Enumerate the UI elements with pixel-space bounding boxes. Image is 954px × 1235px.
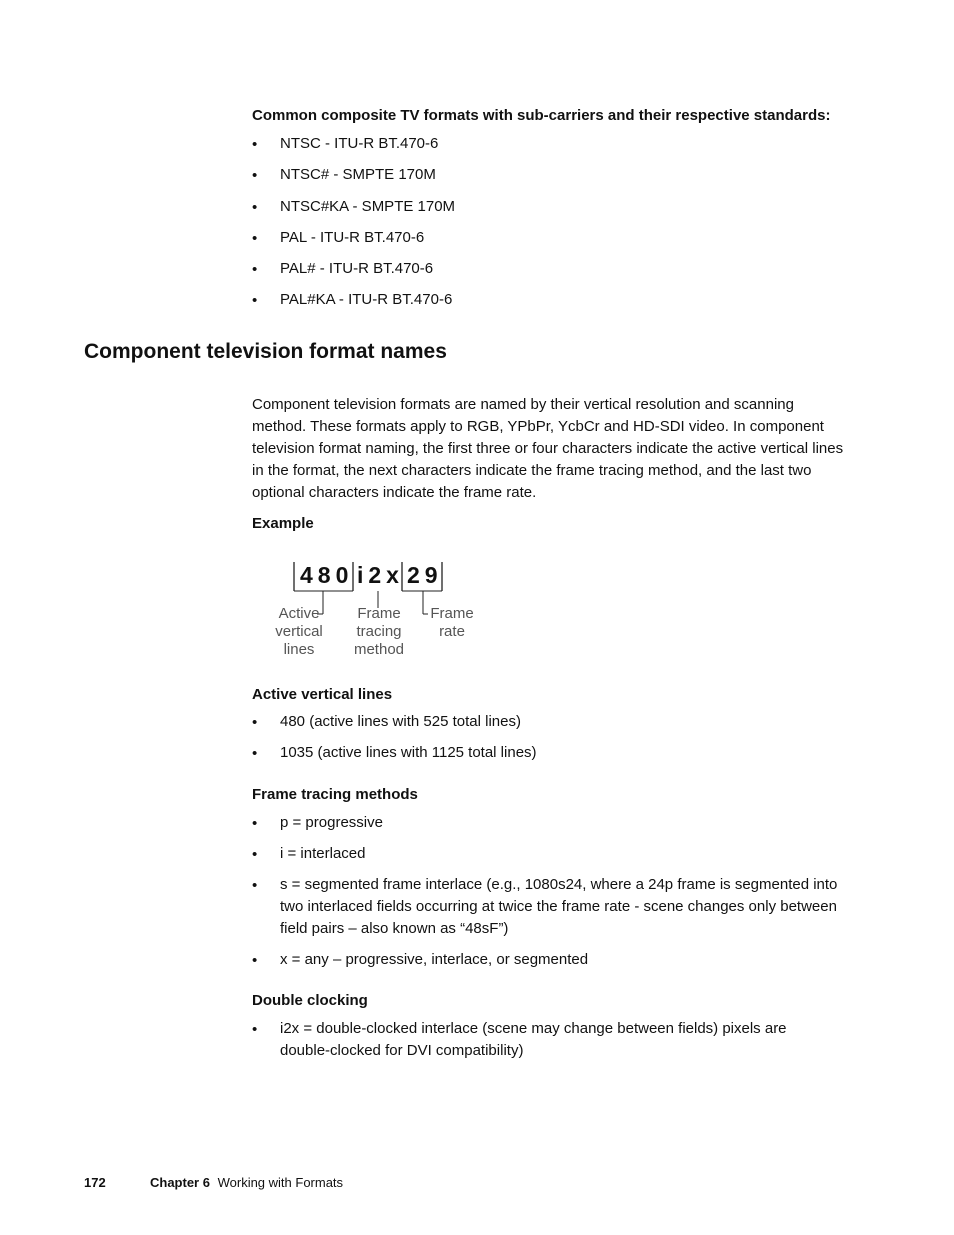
- diagram-group-method: i2x: [357, 562, 404, 588]
- running-footer: [150, 1175, 343, 1190]
- list-item-line: s = segmented frame interlace (e.g., 1080s24, where a 24p frame is segmented into: [280, 876, 838, 893]
- intro-paragraph: [252, 394, 872, 504]
- list-item-line: i2x = double-clocked interlace (scene may change between fields) pixels are: [280, 1020, 787, 1037]
- list-item-line: double-clocked for DVI compatibility): [280, 1042, 524, 1059]
- diagram-label-tracing: [346, 605, 412, 659]
- label-line: Active: [278, 605, 320, 622]
- label-line: lines: [283, 641, 315, 658]
- bullet: •: [252, 714, 258, 731]
- list-item: 480 (active lines with 525 total lines): [280, 713, 521, 730]
- footer-chapter: Chapter 6: [150, 1175, 210, 1190]
- intro-line: in the format, the next characters indicate the frame tracing method, and the last two: [252, 462, 812, 479]
- label-line: method: [353, 641, 405, 658]
- bullet: •: [252, 199, 258, 216]
- bullet: •: [252, 261, 258, 278]
- diagram-label-active-lines: [266, 605, 332, 659]
- footer-chapter-title: Working with Formats: [217, 1175, 344, 1190]
- bullet: •: [252, 877, 258, 894]
- example-heading: Example: [252, 515, 314, 532]
- intro-line: Component television formats are named by their vertical resolution and scanning: [252, 396, 794, 413]
- double-clocking-heading: Double clocking: [252, 992, 368, 1009]
- label-line: rate: [439, 623, 465, 640]
- bullet: •: [252, 846, 258, 863]
- label-line: vertical: [275, 623, 323, 640]
- list-item: PAL# - ITU-R BT.470-6: [280, 260, 434, 277]
- bullet: •: [252, 815, 258, 832]
- bullet: •: [252, 230, 258, 247]
- list-item: NTSC - ITU-R BT.470-6: [280, 135, 439, 152]
- list-item: [280, 874, 870, 940]
- bullet: •: [252, 292, 258, 309]
- page-number: 172: [84, 1175, 106, 1190]
- diagram-label-frame-rate: [424, 605, 480, 641]
- intro-line: method. These formats apply to RGB, YPbPr, YcbCr and HD-SDI video. In component: [252, 418, 824, 435]
- list-item-line: p = progressive: [280, 814, 383, 831]
- list-item: PAL - ITU-R BT.470-6: [280, 229, 425, 246]
- bullet: •: [252, 167, 258, 184]
- list-item-line: field pairs – also known as “48sF”): [280, 920, 509, 937]
- bullet: •: [252, 1021, 258, 1038]
- frame-tracing-heading: Frame tracing methods: [252, 786, 418, 803]
- bullet: •: [252, 745, 258, 762]
- list-item: NTSC#KA - SMPTE 170M: [280, 198, 456, 215]
- bullet: •: [252, 952, 258, 969]
- section-title: Component television format names: [84, 340, 447, 363]
- label-line: tracing: [356, 623, 402, 640]
- list-item: [280, 1018, 870, 1062]
- list-item-line: i = interlaced: [280, 845, 366, 862]
- list-item: [280, 843, 870, 865]
- list-item: PAL#KA - ITU-R BT.470-6: [280, 291, 453, 308]
- label-line: Frame: [430, 605, 474, 622]
- list-item: [280, 812, 870, 834]
- list-item-line: x = any – progressive, interlace, or segmented: [280, 951, 589, 968]
- diagram-group-rate: 29: [407, 562, 443, 588]
- bullet: •: [252, 136, 258, 153]
- diagram-group-lines: 480: [300, 562, 354, 588]
- intro-line: television format naming, the first three or four characters indicate the active vertical lines: [252, 440, 844, 457]
- list-item: 1035 (active lines with 1125 total lines): [280, 744, 537, 761]
- format-name-diagram: [266, 558, 486, 662]
- list-item: [280, 949, 870, 971]
- active-lines-heading: Active vertical lines: [252, 686, 393, 703]
- intro-line: optional characters indicate the frame rate.: [252, 484, 537, 501]
- label-line: Frame: [357, 605, 401, 622]
- composite-formats-heading: Common composite TV formats with sub-carriers and their respective standards:: [252, 107, 831, 124]
- list-item-line: two interlaced fields occurring at twice the frame rate - scene changes only between: [280, 898, 837, 915]
- list-item: NTSC# - SMPTE 170M: [280, 166, 436, 183]
